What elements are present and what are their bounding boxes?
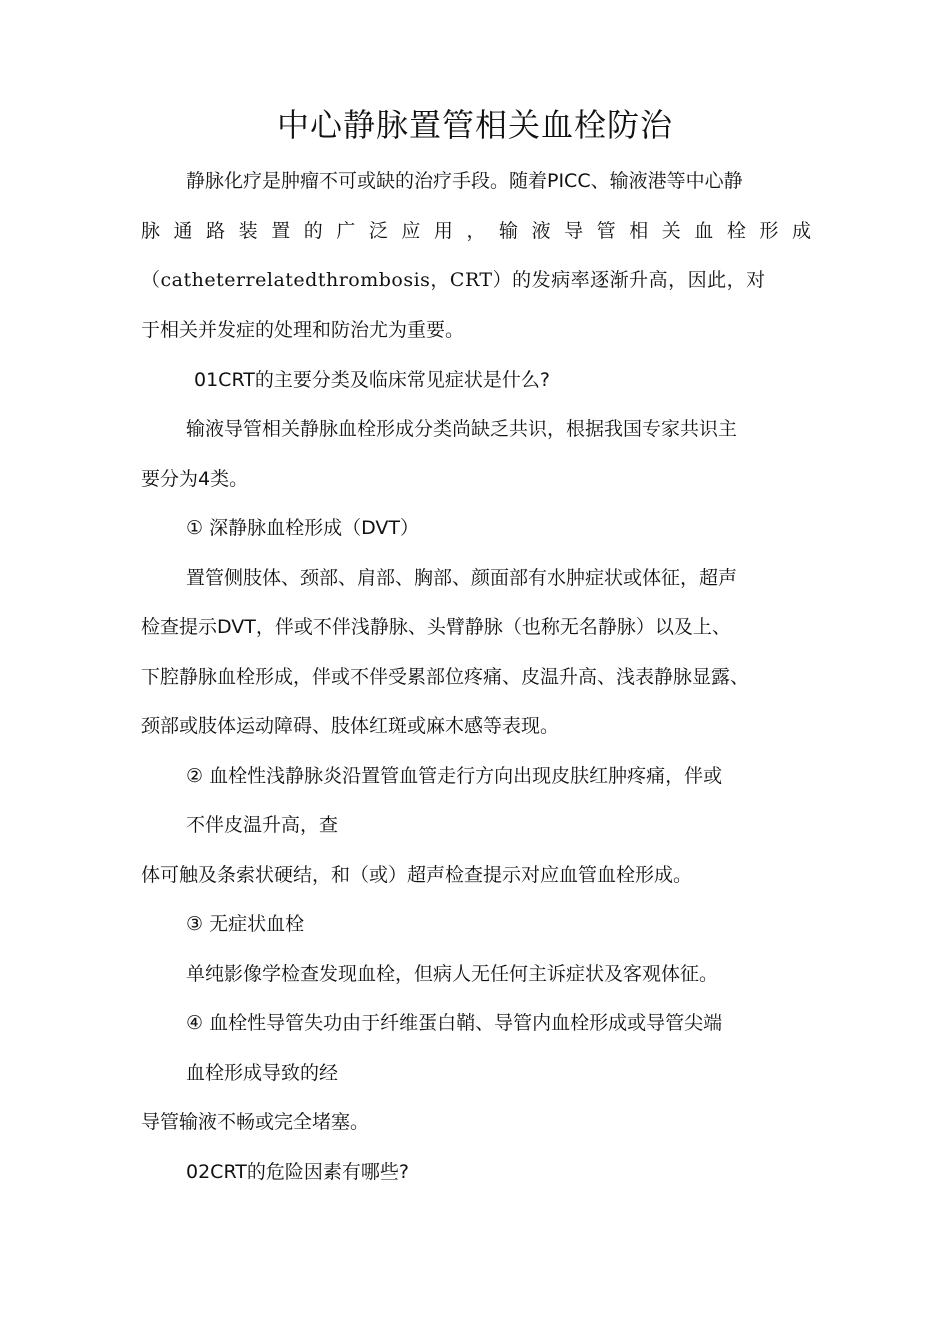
paragraph-line: （catheterrelatedthrombosis，CRT）的发病率逐渐升高，因此，对 bbox=[141, 269, 766, 291]
paragraph-line-justified bbox=[141, 216, 811, 246]
paragraph-line: 单纯影像学检查发现血栓，但病人无任何主诉症状及客观体征。 bbox=[186, 963, 719, 985]
justified-char: 的 bbox=[303, 220, 323, 242]
justified-char: 通 bbox=[173, 220, 193, 242]
justified-char: 导 bbox=[564, 220, 584, 242]
justified-char: 装 bbox=[238, 220, 258, 242]
justified-char: 形 bbox=[759, 220, 779, 242]
justified-char: 液 bbox=[531, 220, 551, 242]
paragraph-line: 检查提示DVT，伴或不伴浅静脉、头臂静脉（也称无名静脉）以及上、 bbox=[141, 616, 731, 638]
paragraph-line: 体可触及条索状硬结，和（或）超声检查提示对应血管血栓形成。 bbox=[141, 864, 693, 886]
document-title: 中心静脉置管相关血栓防治 bbox=[276, 106, 673, 144]
justified-char: 置 bbox=[271, 220, 291, 242]
justified-char: 输 bbox=[499, 220, 519, 242]
paragraph-line: 不伴皮温升高，查 bbox=[186, 814, 339, 836]
justified-char: 管 bbox=[596, 220, 616, 242]
justified-char: 血 bbox=[694, 220, 714, 242]
justified-char: 路 bbox=[206, 220, 226, 242]
justified-char: 用 bbox=[433, 220, 453, 242]
section-heading: 01CRT的主要分类及临床常见症状是什么? bbox=[194, 369, 550, 391]
justified-char: 关 bbox=[661, 220, 681, 242]
justified-char: 应 bbox=[401, 220, 421, 242]
section-heading: 02CRT的危险因素有哪些? bbox=[186, 1161, 409, 1183]
paragraph-line: 导管输液不畅或完全堵塞。 bbox=[141, 1111, 370, 1133]
justified-char: 相 bbox=[629, 220, 649, 242]
paragraph-line: 静脉化疗是肿瘤不可或缺的治疗手段。随着PICC、输液港等中心静 bbox=[186, 170, 743, 192]
justified-char: ， bbox=[466, 220, 486, 242]
list-item-heading: ① 深静脉血栓形成（DVT） bbox=[186, 517, 419, 539]
justified-char: 脉 bbox=[141, 220, 161, 242]
list-item-heading: ③ 无症状血栓 bbox=[186, 913, 305, 935]
paragraph-line: 下腔静脉血栓形成，伴或不伴受累部位疼痛、皮温升高、浅表静脉显露、 bbox=[141, 666, 750, 688]
paragraph-line: 血栓形成导致的经 bbox=[186, 1062, 339, 1084]
justified-char: 成 bbox=[791, 220, 811, 242]
paragraph-line: 颈部或肢体运动障碍、肢体红斑或麻木感等表现。 bbox=[141, 715, 560, 737]
list-item-heading: ④ 血栓性导管失功由于纤维蛋白鞘、导管内血栓形成或导管尖端 bbox=[186, 1012, 723, 1034]
justified-char: 泛 bbox=[368, 220, 388, 242]
paragraph-line: 置管侧肢体、颈部、肩部、胸部、颜面部有水肿症状或体征，超声 bbox=[186, 567, 738, 589]
justified-char: 广 bbox=[336, 220, 356, 242]
paragraph-line: 输液导管相关静脉血栓形成分类尚缺乏共识，根据我国专家共识主 bbox=[186, 418, 738, 440]
justified-char: 栓 bbox=[726, 220, 746, 242]
paragraph-line: 于相关并发症的处理和防治尤为重要。 bbox=[141, 319, 465, 341]
paragraph-line: 要分为4类。 bbox=[141, 468, 249, 490]
list-item-heading: ② 血栓性浅静脉炎沿置管血管走行方向出现皮肤红肿疼痛，伴或 bbox=[186, 765, 723, 787]
